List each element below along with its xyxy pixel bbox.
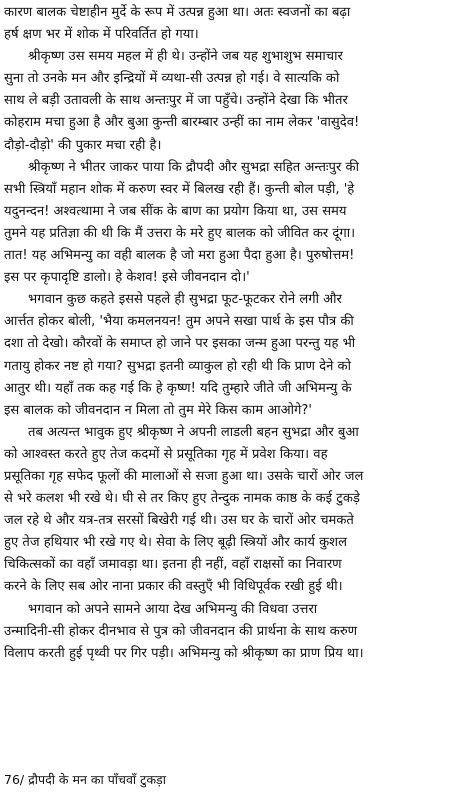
- text-line: तात! यह अभिमन्यु का वही बालक है जो मरा हुआ पैदा हुआ है। पुरुषोत्तम!: [4, 248, 355, 264]
- text-line: गतायु होकर नष्ट हो गया? सुभद्रा इतनी व्याकुल हो रही थी कि प्राण देने को: [4, 358, 351, 374]
- text-line: उन्मादिनी-सी होकर दीनभाव से पुत्र को जीवनदान की प्रार्थना के साथ करुण: [4, 623, 358, 639]
- text-line: कोहराम मचा हुआ है और बुआ कुन्ती बारम्बार उन्हीं का नाम लेकर 'वासुदेव!: [4, 115, 360, 131]
- text-line: चिकित्सकों का वहाँ जमावड़ा था। इतना ही नहीं, वहाँ राक्षसों का निवारण: [4, 557, 342, 573]
- text-line: से भरे कलश भी रखे थे। घी से तर किए हुए तेन्दुक नामक काष्ठ के कई टुकड़े: [4, 491, 360, 507]
- text-line: इस बालक को जीवनदान न मिला तो तुम मेरे किस काम आओगे?': [4, 402, 312, 418]
- text-line: यदुनन्दन! अश्वत्थामा ने जब सींक के बाण का प्रयोग किया था, उस समय: [4, 203, 347, 219]
- text-line: इस पर कृपादृष्टि डालो। हे केशव! इसे जीवनदान दो।': [4, 270, 250, 286]
- footer-separator: /: [19, 772, 25, 787]
- text-line: विलाप करती हुई पृथ्वी पर गिर पड़ी। अभिमन्यु को श्रीकृष्ण का प्राण प्रिय था।: [4, 645, 364, 661]
- page-body: [4, 2, 462, 665]
- text-line: करने के लिए सब ओर नाना प्रकार की वस्तुएँ भी विधिपूर्वक रखी हुई थी।: [4, 579, 343, 595]
- page-footer: [4, 770, 462, 790]
- text-line: श्रीकृष्ण उस समय महल में ही थे। उन्होंने जब यह शुभाशुभ समाचार: [28, 49, 343, 65]
- text-line: प्रसूतिका गृह सफेद फूलों की मालाओं से सजा हुआ था। उसके चारों ओर जल: [4, 468, 364, 484]
- text-lines: [4, 2, 462, 665]
- text-line: हुए तेज हथियार भी रखे गए थे। सेवा के लिए बूढ़ी स्त्रियों और कार्य कुशल: [4, 535, 347, 551]
- text-line: हर्ष क्षण भर में शोक में परिवर्तित हो गया।: [4, 27, 199, 43]
- text-line: दौड़ो-दौड़ो' की पुकार मचा रही है।: [4, 137, 162, 153]
- text-line: साथ ले बड़ी उतावली के साथ अन्तःपुर में जा पहुँचे। उन्होंने देखा कि भीतर: [4, 93, 348, 109]
- text-line: आर्त्तत होकर बोली, 'भैया कमलनयन! तुम अपने सखा पार्थ के इस पौत्र की: [4, 314, 354, 330]
- text-line: तुमने यह प्रतिज्ञा की थी कि मैं उत्तरा के मरे हुए बालक को जीवित कर दूंगा।: [4, 225, 356, 241]
- text-line: को आश्वस्त करते हुए तेज कदमों से प्रसूतिका गृह में प्रवेश किया। वह: [4, 446, 328, 462]
- text-line: सभी स्त्रियाँ महान शोक में करुण स्वर में बिलख रही हैं। कुन्ती बोल पड़ी, 'हे: [4, 181, 355, 197]
- text-line: भगवान को अपने सामने आया देख अभिमन्यु की विधवा उत्तरा: [28, 601, 318, 617]
- page-number: 76: [4, 772, 20, 787]
- text-line: भगवान कुछ कहते इससे पहले ही सुभद्रा फूट-फूटकर रोने लगी और: [28, 292, 342, 308]
- book-title: द्रौपदी के मन का पाँचवाँ टुकड़ा: [28, 772, 166, 787]
- text-line: आतुर थी। यहाँ तक कह गई कि हे कृष्ण! यदि तुम्हारे जीते जी अभिमन्यु के: [4, 380, 352, 396]
- text-line: दशा तो देखो। कौरवों के समाप्त हो जाने पर इसका जन्म हुआ परन्तु यह भी: [4, 336, 356, 352]
- text-line: श्रीकृष्ण ने भीतर जाकर पाया कि द्रौपदी और सुभद्रा सहित अन्तःपुर की: [28, 159, 359, 175]
- text-line: कारण बालक चेष्टाहीन मुर्दे के रूप में उत्पन्न हुआ था। अतः स्वजनों का बढ़ा: [4, 5, 351, 20]
- text-line: जल रहे थे और यत्र-तत्र सरसों बिखेरी गई थी। उस घर के चारों ओर चमकते: [4, 513, 354, 529]
- text-line: तब अत्यन्त भावुक हुए श्रीकृष्ण ने अपनी लाडली बहन सुभद्रा और बुआ: [28, 424, 359, 440]
- text-line: सुना तो उनके मन और इन्द्रियों में व्यथा-सी उत्पन्न हो गई। वे सात्यकि को: [4, 71, 340, 87]
